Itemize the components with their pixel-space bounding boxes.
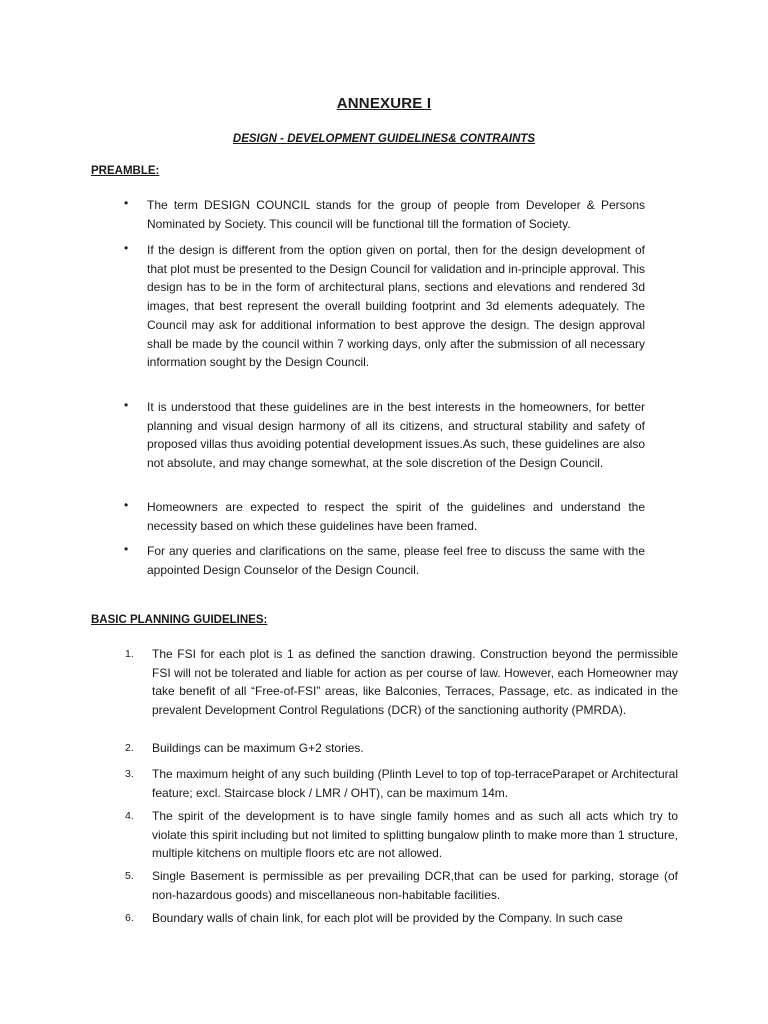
- list-number: 1.: [125, 648, 134, 660]
- list-number: 6.: [125, 912, 134, 924]
- preamble-heading: PREAMBLE:: [91, 165, 160, 177]
- preamble-item: The term DESIGN COUNCIL stands for the group of people from Developer & Persons Nominated by Society. This council will be functional till the formation of Society.: [147, 198, 645, 231]
- bullet-marker: •: [124, 498, 129, 512]
- preamble-item: Homeowners are expected to respect the spirit of the guidelines and understand the necessity based on which these guidelines have been framed.: [147, 500, 645, 533]
- preamble-item: If the design is different from the option given on portal, then for the design development of that plot must be presented to the Design Council for validation and in-principle approval. This design has to be in the form of architectural plans, sections and elevations and rendered 3d images, that best represent the overall building footprint and 3d elements adequately. The Council may ask for additional information to best approve the design. The design approval shall be made by the council within 7 working days, only after the submission of all necessary information sought by the Design Council.: [147, 243, 645, 370]
- guideline-item: The spirit of the development is to have single family homes and as such all acts which try to violate this spirit including but not limited to splitting bungalow plinth to make more than 1 structure, multiple kitchens on multiple floors etc are not allowed.: [152, 809, 678, 861]
- bullet-marker: •: [124, 196, 129, 210]
- guideline-item: The maximum height of any such building (Plinth Level to top of top-terraceParapet or Architectural feature; excl. Staircase block / LMR / OHT), can be maximum 14m.: [152, 767, 678, 800]
- bullet-marker: •: [124, 398, 129, 412]
- guideline-item: Buildings can be maximum G+2 stories.: [152, 741, 364, 755]
- list-number: 3.: [125, 768, 134, 780]
- guideline-item: Single Basement is permissible as per prevailing DCR,that can be used for parking, storage (of non-hazardous goods) and miscellaneous non-habitable facilities.: [152, 869, 678, 902]
- guideline-item: Boundary walls of chain link, for each plot will be provided by the Company. In such case: [152, 911, 623, 925]
- document-subtitle: DESIGN - DEVELOPMENT GUIDELINES& CONTRAINTS: [232, 133, 536, 145]
- document-title: ANNEXURE I: [336, 95, 432, 112]
- preamble-item: It is understood that these guidelines are in the best interests in the homeowners, for better planning and visual design harmony of all its citizens, and structural stability and safety of proposed villas thus avoiding potential development issues.As such, these guidelines are also not absolute, and may change somewhat, at the sole discretion of the Design Council.: [147, 400, 645, 471]
- list-number: 5.: [125, 870, 134, 882]
- guideline-item: The FSI for each plot is 1 as defined the sanction drawing. Construction beyond the permissible FSI will not be tolerated and liable for action as per course of law. However, each Homeowner may take benefit of all “Free-of-FSI” areas, like Balconies, Terraces, Passage, etc. as indicated in the prevalent Development Control Regulations (DCR) of the sanctioning authority (PMRDA).: [152, 647, 678, 718]
- preamble-item: For any queries and clarifications on the same, please feel free to discuss the same with the appointed Design Counselor of the Design Council.: [147, 544, 645, 577]
- basic-planning-heading: BASIC PLANNING GUIDELINES:: [91, 614, 268, 626]
- bullet-marker: •: [124, 241, 129, 255]
- bullet-marker: •: [124, 542, 129, 556]
- list-number: 2.: [125, 742, 134, 754]
- list-number: 4.: [125, 810, 134, 822]
